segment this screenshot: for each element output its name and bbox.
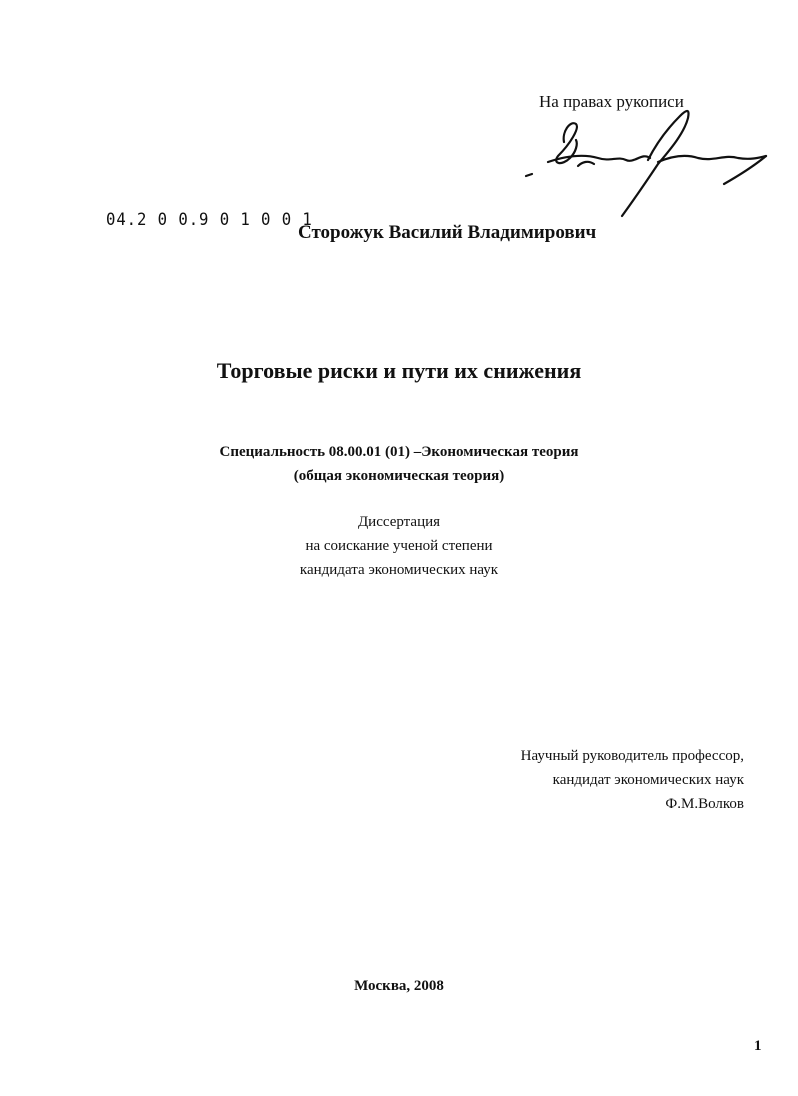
- supervisor-line-1: Научный руководитель профессор,: [520, 748, 744, 764]
- dissertation-title: Торговые риски и пути их снижения: [216, 358, 582, 383]
- signature-image: [518, 104, 774, 224]
- city-year: Москва, 2008: [354, 978, 444, 994]
- author-name: Сторожук Василий Владимирович: [298, 222, 597, 243]
- archive-code: 04.2 0 0.9 0 1 0 0 1: [106, 210, 313, 230]
- degree-line-3: кандидата экономических наук: [299, 562, 499, 578]
- rights-note: На правах рукописи: [539, 92, 684, 111]
- specialty-subline: (общая экономическая теория): [293, 468, 505, 484]
- degree-block: [0, 510, 798, 582]
- supervisor-name: Ф.М.Волков: [665, 796, 744, 812]
- specialty-line: Специальность 08.00.01 (01) –Экономическая теория: [219, 444, 579, 460]
- specialty-block: [0, 440, 798, 488]
- supervisor-line-2: кандидат экономических наук: [552, 772, 744, 788]
- supervisor-block: [521, 744, 744, 816]
- page-number: 1: [754, 1038, 762, 1054]
- degree-line-1: Диссертация: [357, 514, 441, 530]
- degree-line-2: на соискание ученой степени: [305, 538, 493, 554]
